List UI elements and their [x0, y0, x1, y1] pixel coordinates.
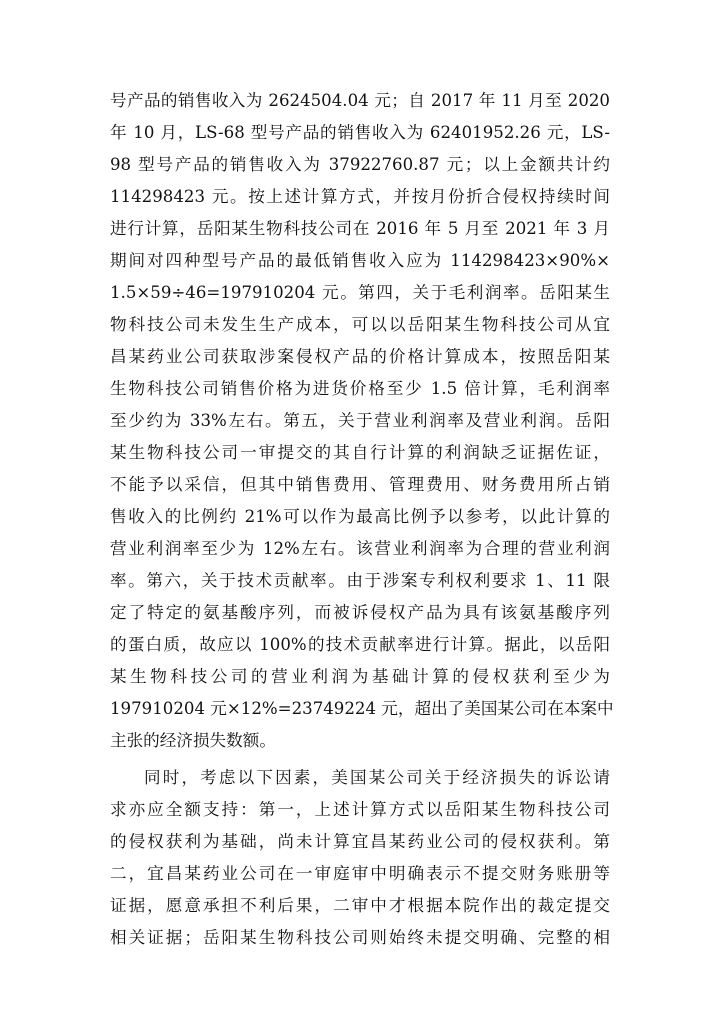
- text-line: 年 10 月，LS-68 型号产品的销售收入为 62401952.26 元，LS-: [110, 123, 610, 142]
- text-line: 主张的经济损失数额。: [110, 731, 276, 750]
- text-line: 197910204 元×12%=23749224 元，超出了美国某公司在本案中: [110, 699, 614, 718]
- text-line: 营业利润率至少为 12%左右。该营业利润率为合理的营业利润: [110, 539, 610, 558]
- text-line: 期间对四种型号产品的最低销售收入应为 114298423×90%×: [110, 251, 610, 270]
- text-line: 售收入的比例约 21%可以作为最高比例予以参考，以此计算的: [110, 507, 610, 526]
- text-line: 物科技公司未发生生产成本，可以以岳阳某生物科技公司从宜: [110, 315, 610, 334]
- text-line: 1.5×59÷46=197910204 元。第四，关于毛利润率。岳阳某生: [110, 283, 610, 302]
- text-line: 生物科技公司销售价格为进货价格至少 1.5 倍计算，毛利润率: [110, 379, 610, 398]
- text-line: 114298423 元。按上述计算方式，并按月份折合侵权持续时间: [110, 187, 610, 206]
- text-line: 昌某药业公司获取涉案侵权产品的价格计算成本，按照岳阳某: [110, 347, 610, 366]
- text-line: 某生物科技公司一审提交的其自行计算的利润缺乏证据佐证，: [110, 443, 610, 462]
- text-line: 定了特定的氨基酸序列，而被诉侵权产品为具有该氨基酸序列: [110, 603, 610, 622]
- text-line: 相关证据；岳阳某生物科技公司则始终未提交明确、完整的相: [110, 928, 610, 947]
- text-line: 求亦应全额支持：第一，上述计算方式以岳阳某生物科技公司: [110, 800, 610, 819]
- text-line: 进行计算，岳阳某生物科技公司在 2016 年 5 月至 2021 年 3 月: [110, 219, 610, 238]
- text-line: 的蛋白质，故应以 100%的技术贡献率进行计算。据此，以岳阳: [110, 635, 610, 654]
- text-line: 98 型号产品的销售收入为 37922760.87 元；以上金额共计约: [110, 155, 610, 174]
- text-line: 至少约为 33%左右。第五，关于营业利润率及营业利润。岳阳: [110, 411, 610, 430]
- text-line: 二，宜昌某药业公司在一审庭审中明确表示不提交财务账册等: [110, 864, 610, 883]
- body-text: [110, 90, 614, 947]
- text-line: 某生物科技公司的营业利润为基础计算的侵权获利至少为: [110, 667, 610, 686]
- text-line: 证据，愿意承担不利后果，二审中才根据本院作出的裁定提交: [110, 896, 610, 915]
- text-line: 同时，考虑以下因素，美国某公司关于经济损失的诉讼请: [144, 768, 610, 787]
- text-line: 号产品的销售收入为 2624504.04 元；自 2017 年 11 月至 2020: [110, 91, 610, 110]
- text-line: 率。第六，关于技术贡献率。由于涉案专利权利要求 1、11 限: [110, 571, 610, 590]
- text-line: 的侵权获利为基础，尚未计算宜昌某药业公司的侵权获利。第: [110, 832, 610, 851]
- text-line: 不能予以采信，但其中销售费用、管理费用、财务费用所占销: [110, 475, 610, 494]
